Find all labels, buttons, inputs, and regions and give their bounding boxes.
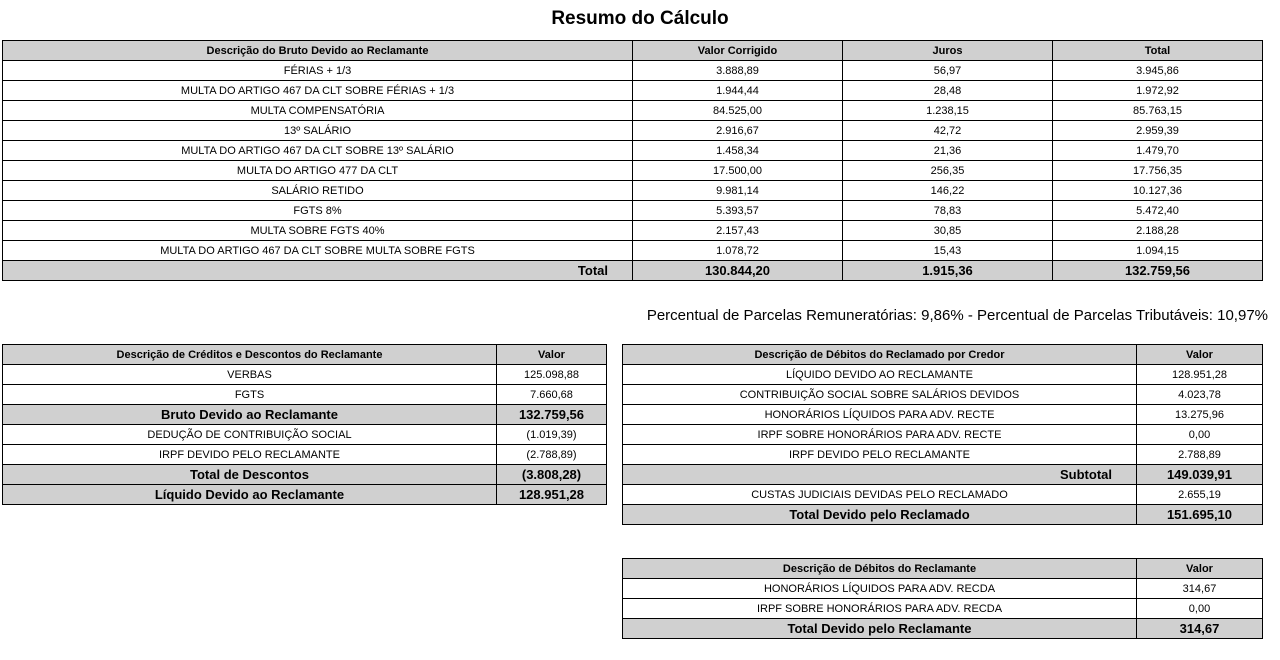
row-value: (2.788,89)	[497, 445, 607, 465]
percent-note: Percentual de Parcelas Remuneratórias: 9,86% - Percentual de Parcelas Tributáveis: 10,97%	[646, 307, 1268, 324]
table-row	[3, 161, 1263, 181]
table-row	[623, 365, 1263, 385]
table-row	[3, 241, 1263, 261]
table-row	[623, 385, 1263, 405]
row-label: DEDUÇÃO DE CONTRIBUIÇÃO SOCIAL	[3, 425, 497, 445]
header-total: Total	[1053, 41, 1263, 61]
credits-discounts-table	[2, 344, 607, 505]
row-corrected-value: 2.916,67	[633, 121, 843, 141]
row-description: MULTA DO ARTIGO 467 DA CLT SOBRE MULTA SOBRE FGTS	[3, 241, 633, 261]
row-description: MULTA SOBRE FGTS 40%	[3, 221, 633, 241]
row-corrected-value: 17.500,00	[633, 161, 843, 181]
row-interest: 42,72	[843, 121, 1053, 141]
row-label: FGTS	[3, 385, 497, 405]
header-description: Descrição de Débitos do Reclamante	[623, 559, 1137, 579]
row-value: 128.951,28	[1137, 365, 1263, 385]
row-label: Subtotal	[623, 465, 1137, 485]
total-row-total: 132.759,56	[1053, 261, 1263, 281]
header-description: Descrição de Créditos e Descontos do Reclamante	[3, 345, 497, 365]
row-total: 2.188,28	[1053, 221, 1263, 241]
table-row	[623, 485, 1263, 505]
row-value: 2.788,89	[1137, 445, 1263, 465]
summary-row	[623, 619, 1263, 639]
row-interest: 30,85	[843, 221, 1053, 241]
row-label: VERBAS	[3, 365, 497, 385]
table-row	[623, 425, 1263, 445]
total-row	[3, 261, 1263, 281]
row-label: Líquido Devido ao Reclamante	[3, 485, 497, 505]
row-total: 2.959,39	[1053, 121, 1263, 141]
row-description: MULTA DO ARTIGO 467 DA CLT SOBRE 13º SALÁRIO	[3, 141, 633, 161]
row-corrected-value: 1.078,72	[633, 241, 843, 261]
row-interest: 146,22	[843, 181, 1053, 201]
row-value: (3.808,28)	[497, 465, 607, 485]
row-description: MULTA DO ARTIGO 467 DA CLT SOBRE FÉRIAS + 1/3	[3, 81, 633, 101]
row-total: 17.756,35	[1053, 161, 1263, 181]
row-label: CUSTAS JUDICIAIS DEVIDAS PELO RECLAMADO	[623, 485, 1137, 505]
row-label: LÍQUIDO DEVIDO AO RECLAMANTE	[623, 365, 1137, 385]
row-value: 314,67	[1137, 579, 1263, 599]
summary-row	[623, 505, 1263, 525]
summary-row	[3, 465, 607, 485]
debits-by-creditor-table	[622, 344, 1263, 525]
table-row	[623, 405, 1263, 425]
row-value: 125.098,88	[497, 365, 607, 385]
header-interest: Juros	[843, 41, 1053, 61]
summary-row	[3, 485, 607, 505]
total-row-corrected-value: 130.844,20	[633, 261, 843, 281]
header-corrected-value: Valor Corrigido	[633, 41, 843, 61]
row-total: 5.472,40	[1053, 201, 1263, 221]
row-value: 0,00	[1137, 599, 1263, 619]
table-header-row	[623, 559, 1263, 579]
row-label: Total Devido pelo Reclamado	[623, 505, 1137, 525]
table-row	[623, 599, 1263, 619]
row-label: IRPF SOBRE HONORÁRIOS PARA ADV. RECDA	[623, 599, 1137, 619]
row-total: 85.763,15	[1053, 101, 1263, 121]
table-row	[623, 445, 1263, 465]
row-corrected-value: 1.944,44	[633, 81, 843, 101]
header-value: Valor	[497, 345, 607, 365]
row-value: 314,67	[1137, 619, 1263, 639]
table-row	[3, 385, 607, 405]
row-interest: 78,83	[843, 201, 1053, 221]
debits-claimant-table	[622, 558, 1263, 639]
row-value: 7.660,68	[497, 385, 607, 405]
row-value: 151.695,10	[1137, 505, 1263, 525]
row-corrected-value: 3.888,89	[633, 61, 843, 81]
total-row-description: Total	[3, 261, 633, 281]
table-row	[3, 201, 1263, 221]
row-value: 132.759,56	[497, 405, 607, 425]
row-label: IRPF DEVIDO PELO RECLAMANTE	[623, 445, 1137, 465]
row-interest: 15,43	[843, 241, 1053, 261]
header-value: Valor	[1137, 559, 1263, 579]
table-row	[3, 81, 1263, 101]
row-total: 1.972,92	[1053, 81, 1263, 101]
row-label: HONORÁRIOS LÍQUIDOS PARA ADV. RECTE	[623, 405, 1137, 425]
row-corrected-value: 1.458,34	[633, 141, 843, 161]
table-row	[3, 101, 1263, 121]
row-value: 13.275,96	[1137, 405, 1263, 425]
row-interest: 21,36	[843, 141, 1053, 161]
table-row	[3, 181, 1263, 201]
row-interest: 56,97	[843, 61, 1053, 81]
table-header-row	[3, 345, 607, 365]
row-description: FGTS 8%	[3, 201, 633, 221]
row-total: 10.127,36	[1053, 181, 1263, 201]
table-row	[623, 579, 1263, 599]
row-label: HONORÁRIOS LÍQUIDOS PARA ADV. RECDA	[623, 579, 1137, 599]
row-total: 1.479,70	[1053, 141, 1263, 161]
row-value: 4.023,78	[1137, 385, 1263, 405]
table-row	[3, 141, 1263, 161]
summary-row	[3, 405, 607, 425]
row-corrected-value: 2.157,43	[633, 221, 843, 241]
header-description: Descrição do Bruto Devido ao Reclamante	[3, 41, 633, 61]
table-row	[3, 121, 1263, 141]
row-label: Bruto Devido ao Reclamante	[3, 405, 497, 425]
row-description: FÉRIAS + 1/3	[3, 61, 633, 81]
page-title: Resumo do Cálculo	[551, 8, 729, 29]
table-row	[3, 425, 607, 445]
row-value: 149.039,91	[1137, 465, 1263, 485]
row-description: SALÁRIO RETIDO	[3, 181, 633, 201]
row-label: Total Devido pelo Reclamante	[623, 619, 1137, 639]
row-value: 128.951,28	[497, 485, 607, 505]
row-description: MULTA DO ARTIGO 477 DA CLT	[3, 161, 633, 181]
row-corrected-value: 84.525,00	[633, 101, 843, 121]
row-description: MULTA COMPENSATÓRIA	[3, 101, 633, 121]
table-row	[3, 445, 607, 465]
table-row	[3, 221, 1263, 241]
table-row	[3, 365, 607, 385]
row-value: (1.019,39)	[497, 425, 607, 445]
main-summary-table	[2, 40, 1263, 281]
row-description: 13º SALÁRIO	[3, 121, 633, 141]
row-label: CONTRIBUIÇÃO SOCIAL SOBRE SALÁRIOS DEVIDOS	[623, 385, 1137, 405]
row-corrected-value: 5.393,57	[633, 201, 843, 221]
row-interest: 1.238,15	[843, 101, 1053, 121]
total-row-interest: 1.915,36	[843, 261, 1053, 281]
table-row	[3, 61, 1263, 81]
row-interest: 28,48	[843, 81, 1053, 101]
table-header-row	[623, 345, 1263, 365]
row-label: Total de Descontos	[3, 465, 497, 485]
row-interest: 256,35	[843, 161, 1053, 181]
table-header-row	[3, 41, 1263, 61]
row-value: 0,00	[1137, 425, 1263, 445]
row-label: IRPF DEVIDO PELO RECLAMANTE	[3, 445, 497, 465]
summary-row	[623, 465, 1263, 485]
row-value: 2.655,19	[1137, 485, 1263, 505]
header-description: Descrição de Débitos do Reclamado por Credor	[623, 345, 1137, 365]
header-value: Valor	[1137, 345, 1263, 365]
row-label: IRPF SOBRE HONORÁRIOS PARA ADV. RECTE	[623, 425, 1137, 445]
row-total: 3.945,86	[1053, 61, 1263, 81]
row-corrected-value: 9.981,14	[633, 181, 843, 201]
row-total: 1.094,15	[1053, 241, 1263, 261]
